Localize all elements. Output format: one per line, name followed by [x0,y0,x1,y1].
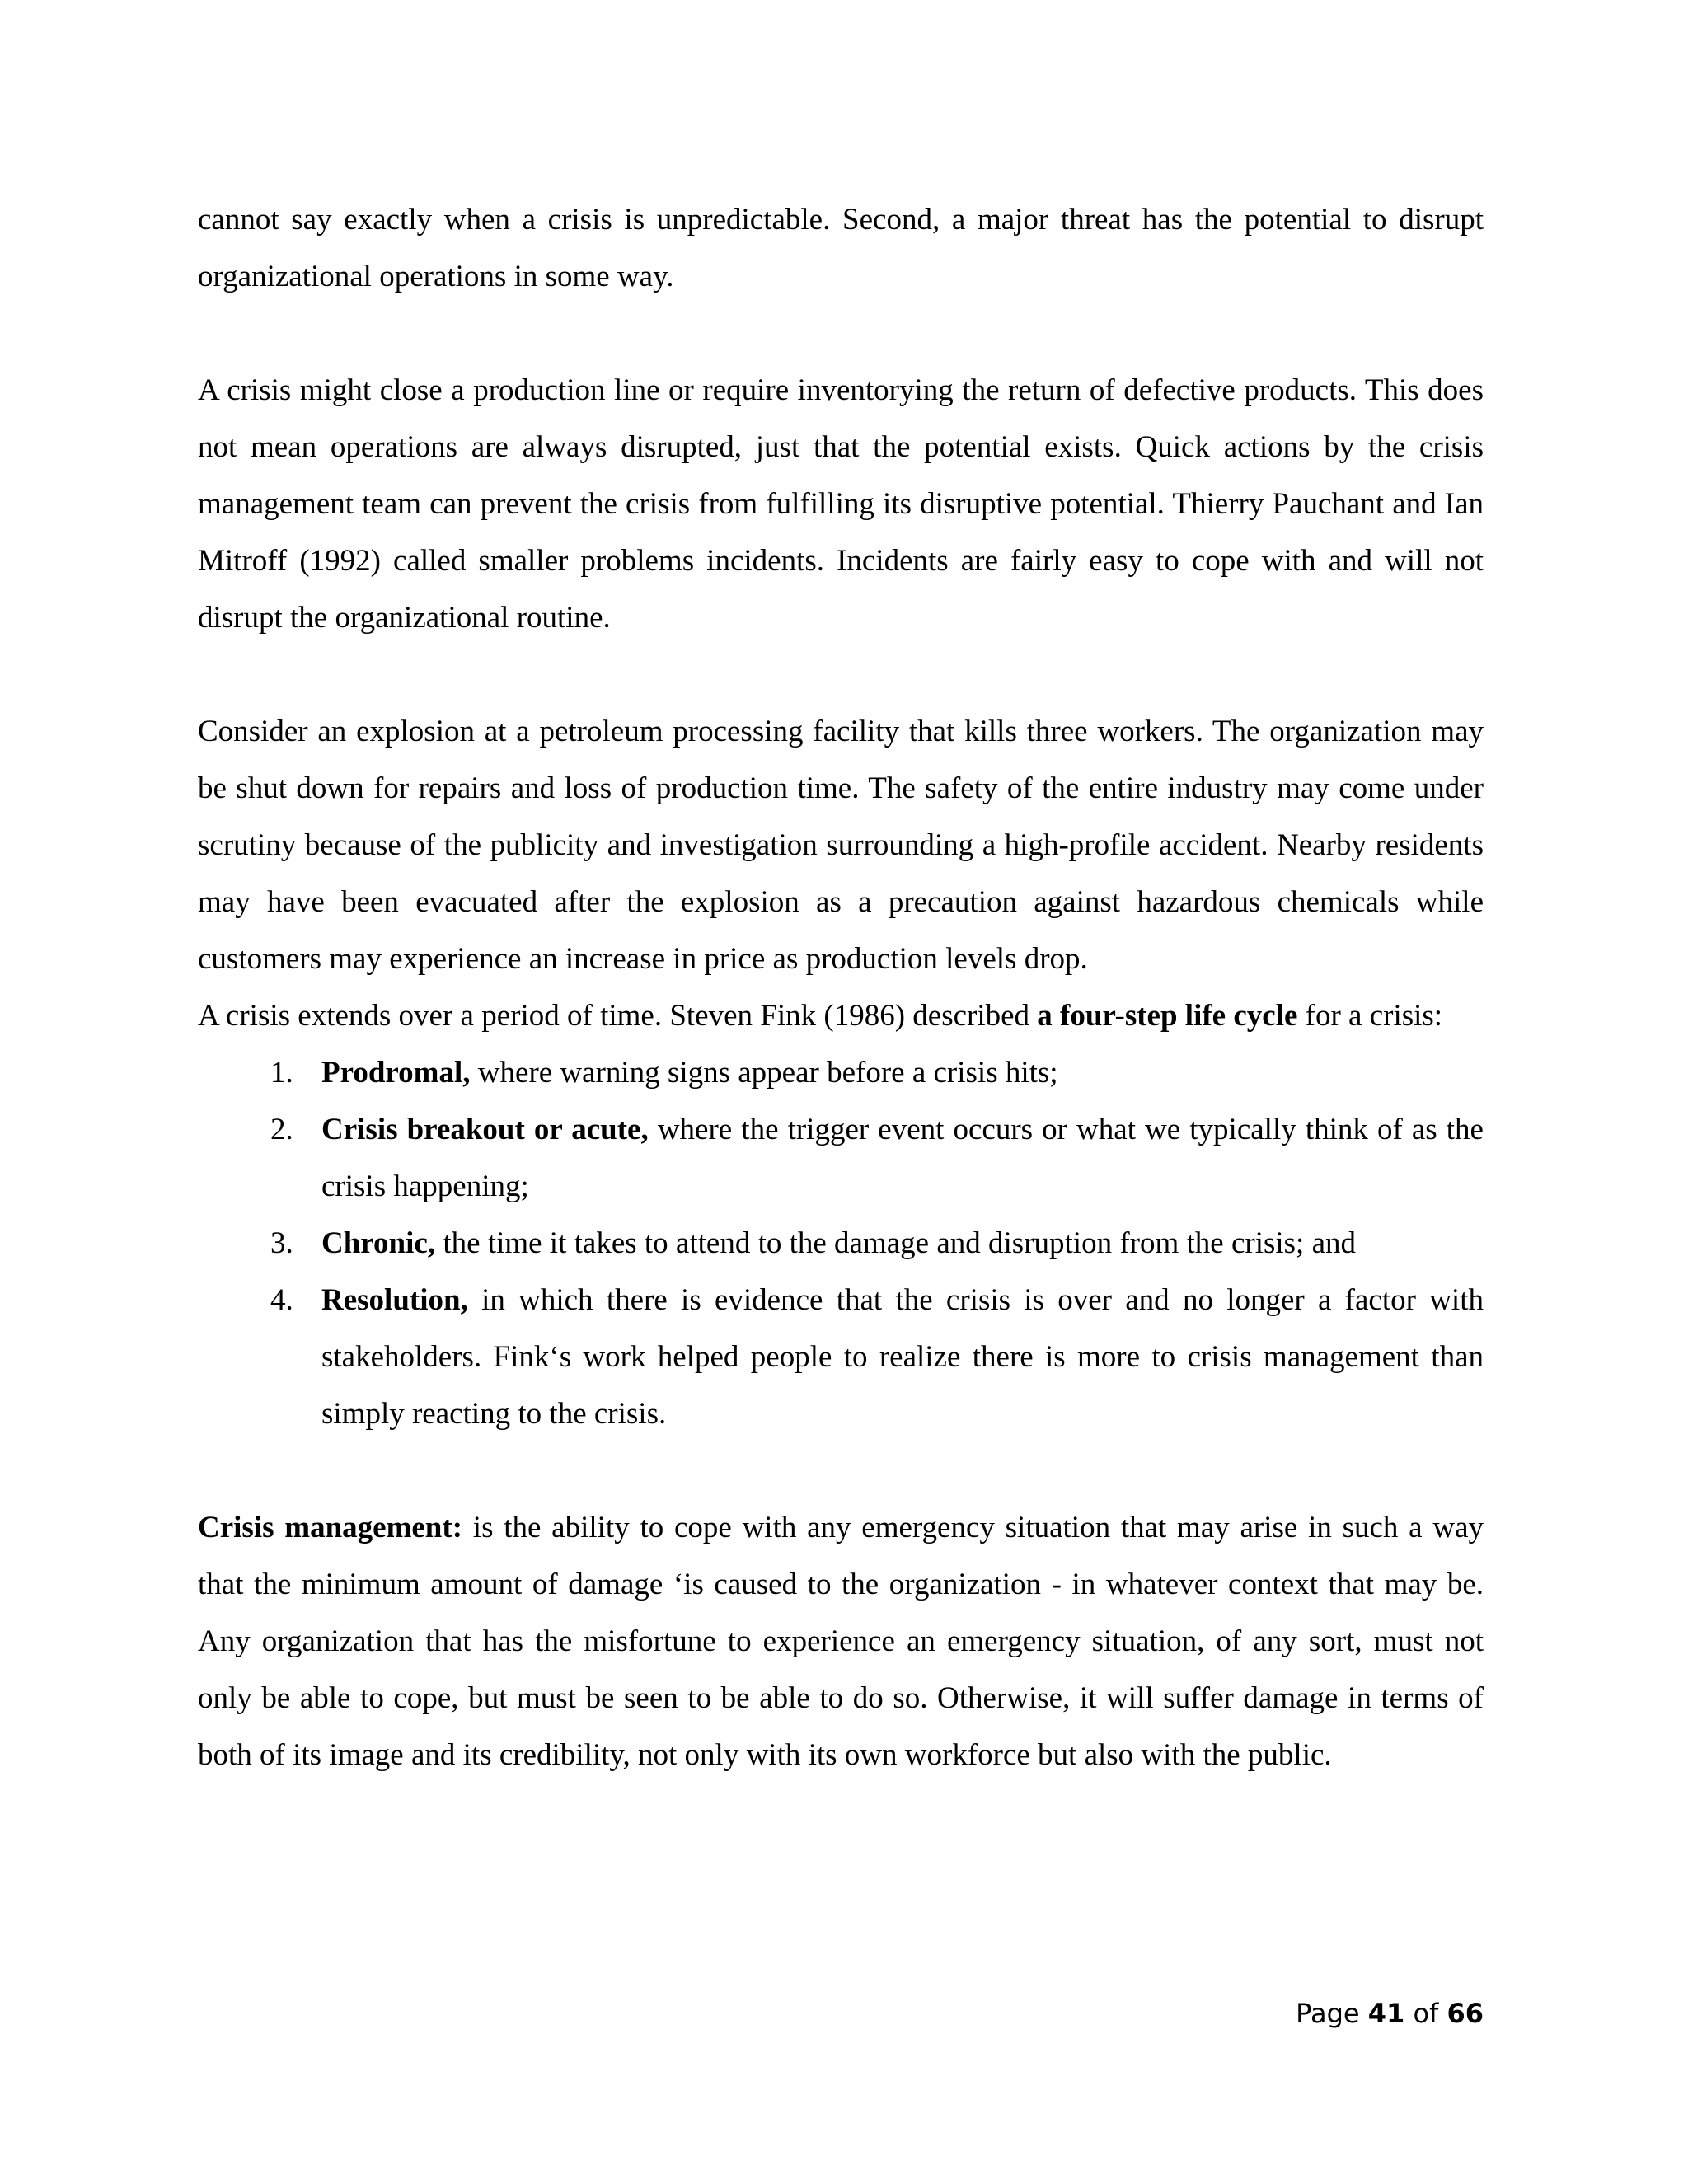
list-item-text: where warning signs appear before a crisis hits; [470,1056,1058,1090]
list-item-number: 3. [270,1226,293,1260]
list-item [198,1101,1484,1215]
list-item-term: Prodromal, [321,1056,471,1090]
list-item [198,1215,1484,1272]
life-cycle-list [198,1044,1484,1442]
paragraph-4-before: A crisis extends over a period of time. Steven Fink (1986) described [198,999,1038,1033]
list-item-term: Resolution, [321,1283,468,1317]
paragraph-2: A crisis might close a production line or require inventorying the return of defective products. This does not mean operations are always disrupted, just that the potential exists. Quick actions by the crisis management team can prevent the crisis from fulfilling its disruptive potential. Thierry Pauchant and Ian Mitroff (1992) called smaller problems incidents. Incidents are fairly easy to cope with and will not disrupt the organizational routine. [198,373,1484,635]
paragraph-5-term: Crisis management: [198,1511,463,1544]
page-footer [1296,1998,1484,2029]
of-label: of [1404,1998,1447,2029]
list-item-term: Chronic, [321,1226,436,1260]
list-item-term: Crisis breakout or acute, [321,1113,649,1146]
list-item-text: where the trigger event occurs or what we typically think of as the crisis happening; [321,1113,1484,1203]
paragraph-4-bold: a four-step life cycle [1037,999,1298,1033]
paragraph-3: Consider an explosion at a petroleum processing facility that kills three workers. The organization may be shut down for repairs and loss of production time. The safety of the entire industry may come under scrutiny because of the publicity and investigation surrounding a high-profile accident. Nearby residents may have been evacuated after the explosion as a precaution against hazardous chemicals while customers may experience an increase in price as production levels drop. [198,715,1484,976]
paragraph-5 [198,1499,1484,1783]
page-label: Page [1296,1998,1368,2029]
paragraph-4 [198,987,1484,1044]
body-text [198,191,1484,1783]
paragraph-5-text: is the ability to cope with any emergency situation that may arise in such a way that the minimum amount of damage ‘is caused to the organization - in whatever context that may be. Any organization that has the misfortune to experience an emergency situation, of any sort, must not only be able to cope, but must be seen to be able to do so. Otherwise, it will suffer damage in terms of both of its image and its credibility, not only with its own workforce but also with the public. [198,1511,1484,1772]
list-item-text: the time it takes to attend to the damage and disruption from the crisis; and [435,1226,1357,1260]
list-item [198,1044,1484,1101]
paragraph-4-after: for a crisis: [1297,999,1443,1033]
list-item-number: 4. [270,1283,293,1317]
list-item-number: 1. [270,1056,293,1090]
list-item-text: in which there is evidence that the crisis is over and no longer a factor with stakeholders. Fink‘s work helped people to realize there is more to crisis management than simply reacting to the crisis. [321,1283,1484,1431]
list-item [198,1272,1484,1442]
page-number: 41 [1367,1998,1405,2029]
paragraph-1: cannot say exactly when a crisis is unpredictable. Second, a major threat has the potential to disrupt organizational operations in some way. [198,203,1484,293]
list-item-number: 2. [270,1113,293,1146]
total-pages: 66 [1447,1998,1484,2029]
